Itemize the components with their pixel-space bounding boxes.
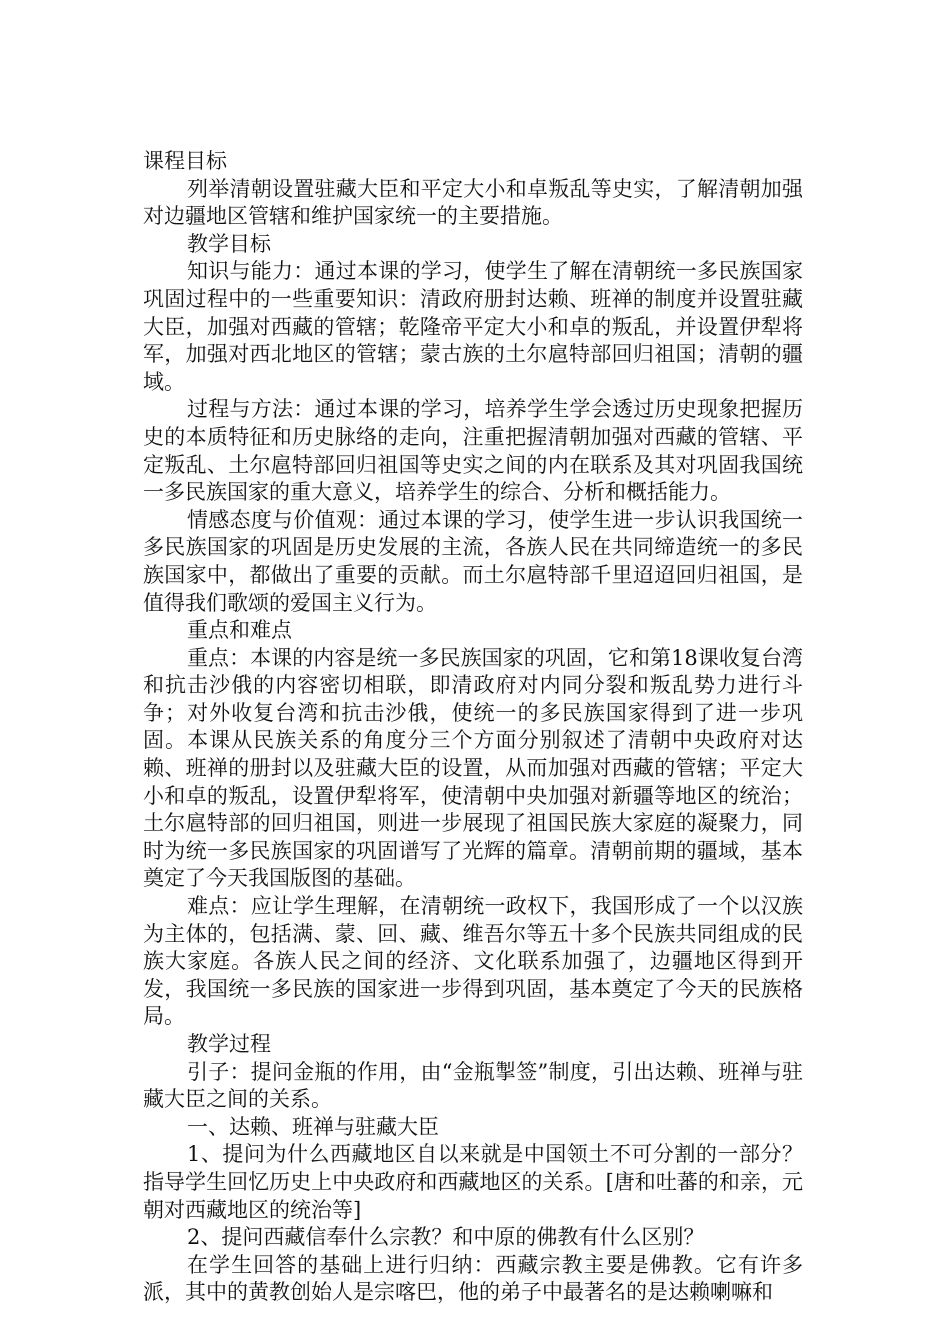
paragraph-key-points: 重点：本课的内容是统一多民族国家的巩固，它和第18课收复台湾和抗击沙俄的内容密切相联，即清政府对内同分裂和叛乱势力进行斗争；对外收复台湾和抗击沙俄，使统一的多民族国家得到了进一步巩固。本课从民族关系的角度分三个方面分别叙述了清朝中央政府对达赖、班禅的册封以及驻藏大臣的设置，从而加强对西藏的管辖；平定大小和卓的叛乱，设置伊犁将军，使清朝中央加强对新疆等地区的统治；土尔扈特部的回归祖国，则进一步展现了祖国民族大家庭的凝聚力，同时为统一多民族国家的巩固谱写了光辉的篇章。清朝前期的疆域，基本奠定了今天我国版图的基础。	[143, 645, 803, 891]
paragraph-question-one: 1、提问为什么西藏地区自以来就是中国领土不可分割的一部分？指导学生回忆历史上中央政府和西藏地区的关系。[唐和吐蕃的和亲，元朝对西藏地区的统治等]	[143, 1142, 803, 1222]
heading-key-difficult-points: 重点和难点	[187, 618, 292, 643]
heading-teaching-goals: 教学目标	[187, 231, 271, 256]
paragraph-introduction: 引子：提问金瓶的作用，由“金瓶掣签”制度，引出达赖、班禅与驻藏大臣之间的关系。	[143, 1059, 803, 1112]
paragraph-summary: 在学生回答的基础上进行归纳：西藏宗教主要是佛教。它有许多派，其中的黄教创始人是宗喀巴，他的弟子中最著名的是达赖喇嘛和	[143, 1252, 803, 1305]
paragraph-difficult-points: 难点：应让学生理解，在清朝统一政权下，我国形成了一个以汉族为主体的，包括满、蒙、回、藏、维吾尔等五十多个民族共同组成的民族大家庭。各族人民之间的经济、文化联系加强了，边疆地区得到开发，我国统一多民族的国家进一步得到巩固，基本奠定了今天的民族格局。	[143, 894, 803, 1029]
paragraph-question-two: 2、提问西藏信奉什么宗教？和中原的佛教有什么区别？	[187, 1225, 705, 1250]
heading-section-one: 一、达赖、班禅与驻藏大臣	[187, 1114, 439, 1139]
heading-course-goals: 课程目标	[143, 149, 227, 173]
paragraph-course-goals-body: 列举清朝设置驻藏大臣和平定大小和卓叛乱等史实，了解清朝加强对边疆地区管辖和维护国家统一的主要措施。	[143, 176, 803, 229]
heading-teaching-process: 教学过程	[187, 1032, 271, 1056]
document-page	[143, 148, 803, 1307]
paragraph-process-method: 过程与方法：通过本课的学习，培养学生学会透过历史现象把握历史的本质特征和历史脉络的走向，注重把握清朝加强对西藏的管辖、平定叛乱、土尔扈特部回归祖国等史实之间的内在联系及其对巩固我国统一多民族国家的重大意义，培养学生的综合、分析和概括能力。	[143, 397, 803, 505]
paragraph-emotion-values: 情感态度与价值观：通过本课的学习，使学生进一步认识我国统一多民族国家的巩固是历史发展的主流，各族人民在共同缔造统一的多民族国家中，都做出了重要的贡献。而土尔扈特部千里迢迢回归祖国，是值得我们歌颂的爱国主义行为。	[143, 507, 803, 615]
paragraph-knowledge-ability: 知识与能力：通过本课的学习，使学生了解在清朝统一多民族国家巩固过程中的一些重要知识：清政府册封达赖、班禅的制度并设置驻藏大臣，加强对西藏的管辖；乾隆帝平定大小和卓的叛乱，并设置伊犁将军，加强对西北地区的管辖；蒙古族的土尔扈特部回归祖国；清朝的疆域。	[143, 259, 803, 394]
